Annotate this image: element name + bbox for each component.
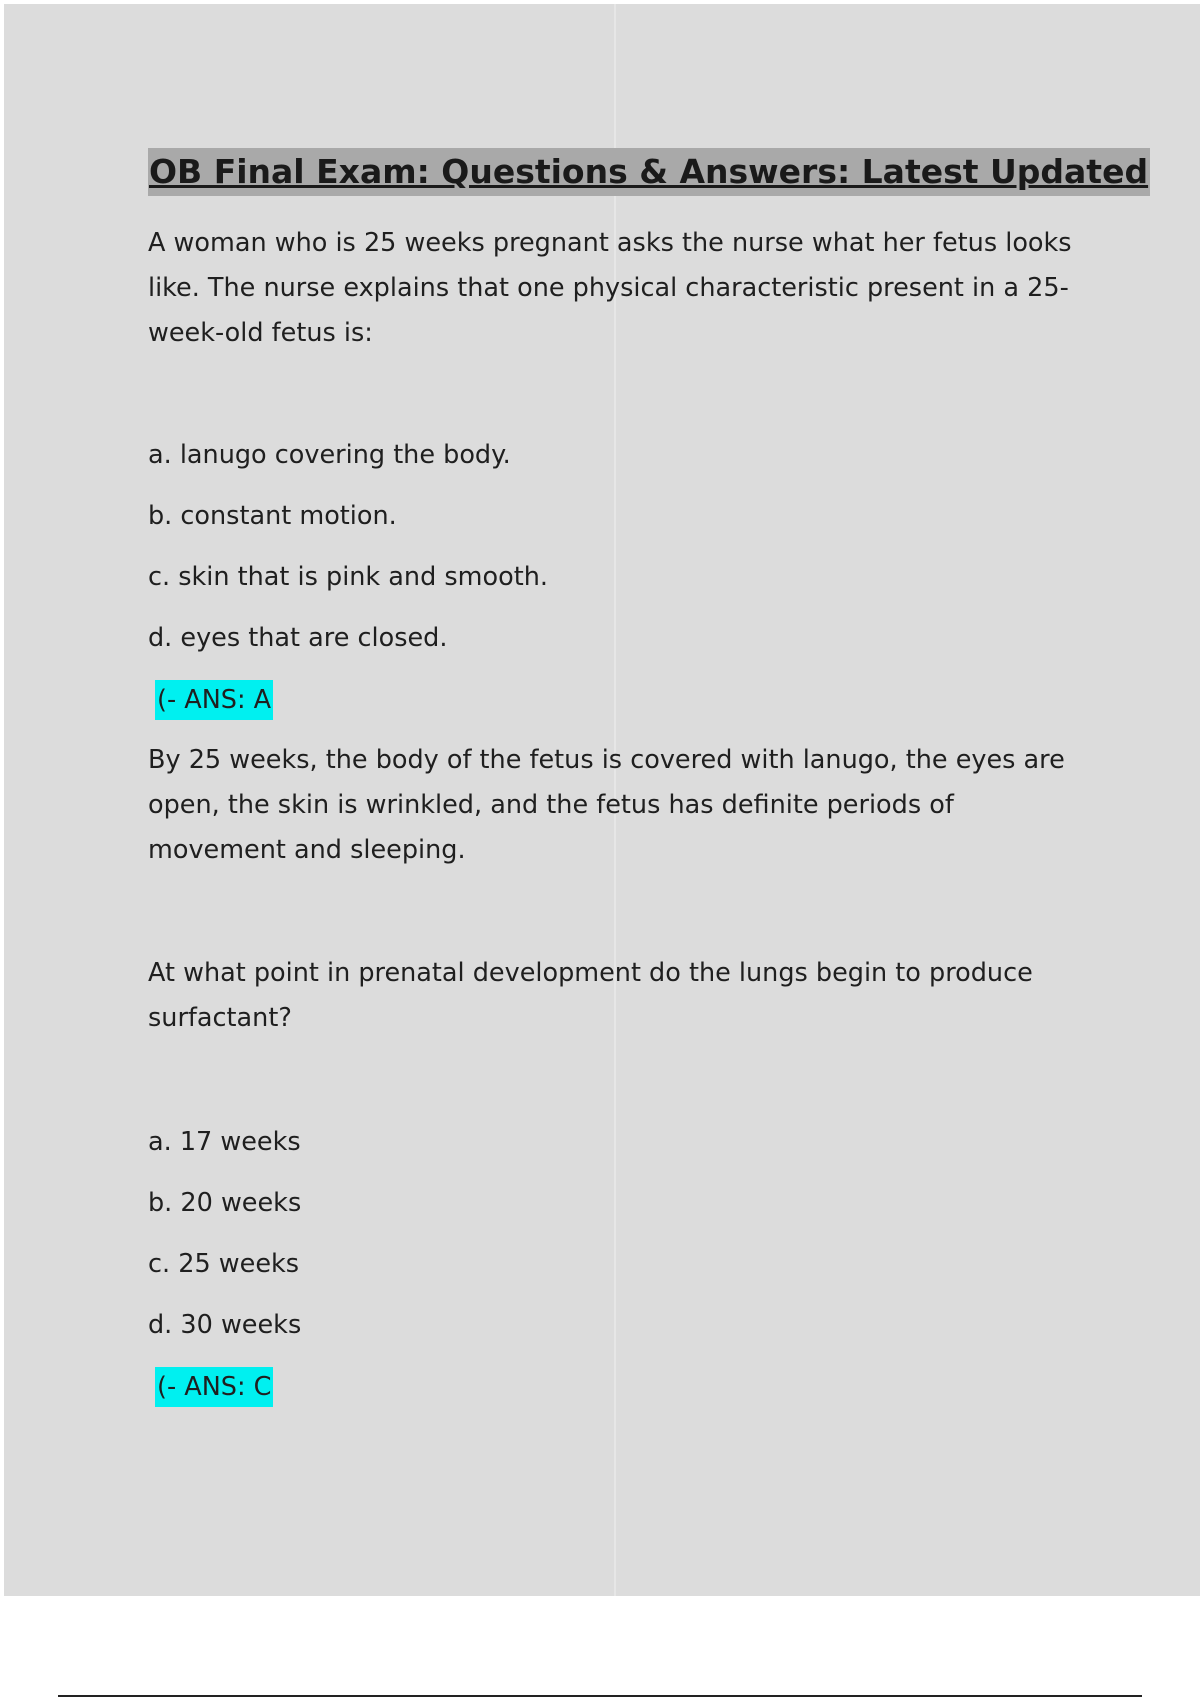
question-1-option-a: a. lanugo covering the body. [148,440,511,470]
question-1-stem: A woman who is 25 weeks pregnant asks the nurse what her fetus looks like. The nurse explains that one physical characteristic present in a 25-week-old fetus is: [148,228,1072,348]
question-1-option-d: d. eyes that are closed. [148,623,448,653]
question-1-answer: (- ANS: A [155,680,273,720]
question-2-stem: At what point in prenatal development do the lungs begin to produce surfactant? [148,958,1033,1033]
question-2-option-d: d. 30 weeks [148,1310,302,1340]
question-1-rationale: By 25 weeks, the body of the fetus is covered with lanugo, the eyes are open, the skin is wrinkled, and the fetus has definite periods of movement and sleeping. [148,745,1065,865]
question-2-answer: (- ANS: C [155,1367,273,1407]
question-1-option-c: c. skin that is pink and smooth. [148,562,548,592]
question-2-option-c: c. 25 weeks [148,1249,300,1279]
question-2-option-a: a. 17 weeks [148,1127,301,1157]
question-1-option-b: b. constant motion. [148,501,397,531]
question-2-option-b: b. 20 weeks [148,1188,302,1218]
footer-divider [58,1695,1142,1697]
document-title: OB Final Exam: Questions & Answers: Latest Updated [148,148,1150,196]
